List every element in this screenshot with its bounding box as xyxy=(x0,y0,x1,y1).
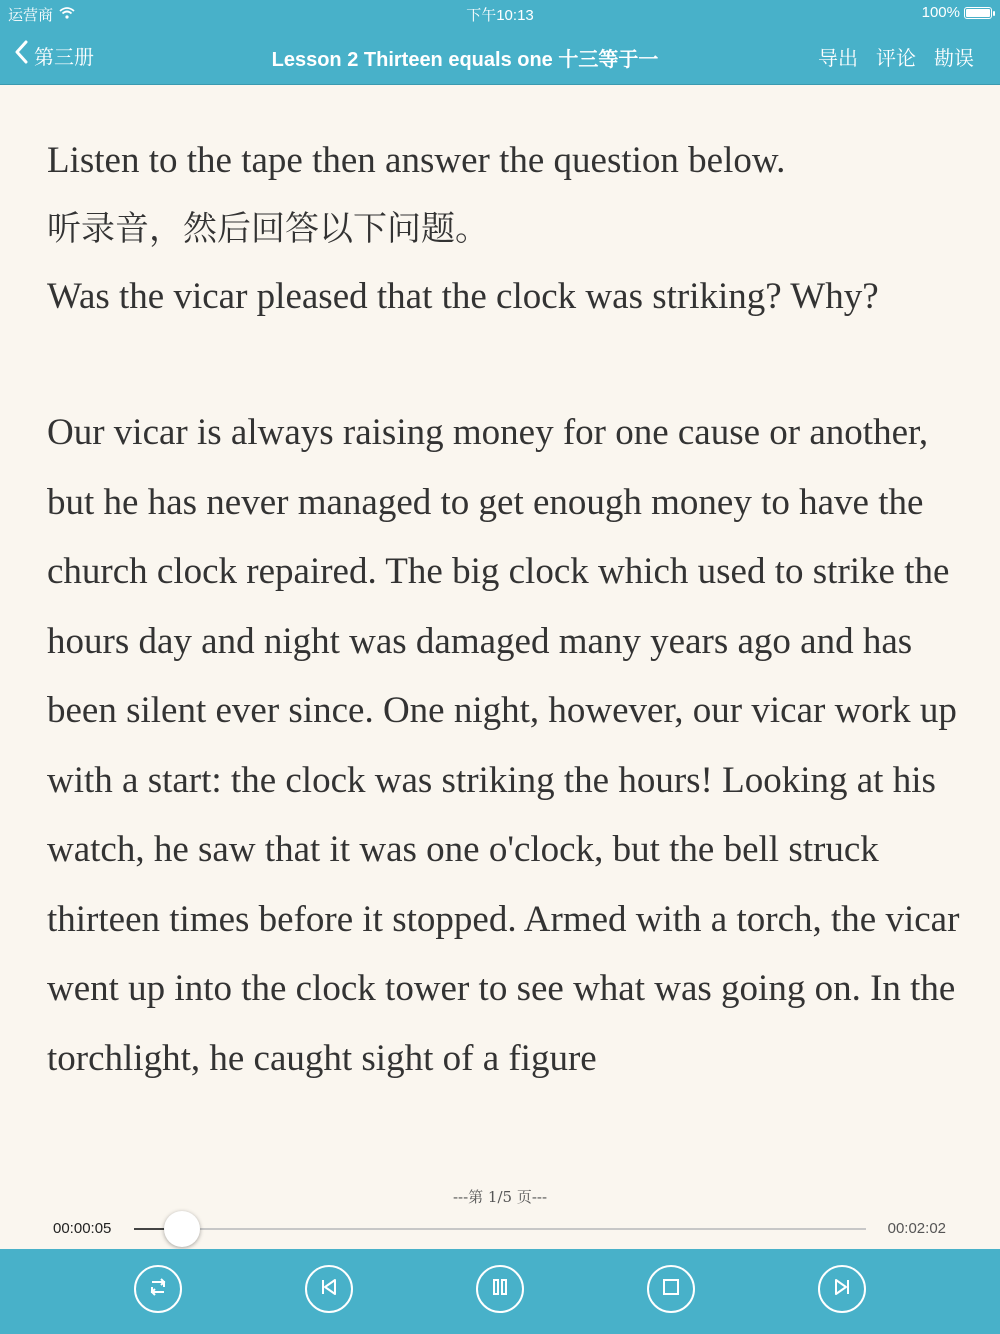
pause-button[interactable] xyxy=(476,1265,524,1313)
battery-percent: 100% xyxy=(921,4,960,21)
repeat-button[interactable] xyxy=(134,1265,182,1313)
stop-icon xyxy=(658,1274,684,1305)
pause-icon xyxy=(487,1274,513,1305)
errata-button[interactable]: 勘误 xyxy=(934,48,974,70)
status-right xyxy=(922,4,992,21)
progress-slider[interactable] xyxy=(134,1228,866,1230)
page-title: Lesson 2 Thirteen equals one 十三等于一 xyxy=(271,49,659,71)
page-indicator: ---第 1/5 页--- xyxy=(452,1188,548,1206)
next-button[interactable] xyxy=(818,1265,866,1313)
lesson-passage: Our vicar is always raising money for one cause or another, but he has never managed to get enough money to have the church clock repaired. The big clock which used to strike the hours day and night was damaged many years ago and has been silent ever since. One night, however, our vicar work up with a start: the clock was striking the hours! Looking at his watch, he saw that it was one o'clock, but the bell struck thirteen times before it stopped. Armed with a torch, the vicar went up into the clock tower to see what was going on. In the torchlight, he caught sight of a figure xyxy=(47,412,960,1079)
nav-bar xyxy=(0,28,1000,85)
chevron-left-icon xyxy=(14,40,28,70)
skip-forward-icon xyxy=(829,1274,855,1305)
previous-button[interactable] xyxy=(305,1265,353,1313)
total-time: 00:02:02 xyxy=(887,1220,946,1237)
back-label: 第三册 xyxy=(34,46,94,69)
stop-button[interactable] xyxy=(647,1265,695,1313)
battery-icon xyxy=(964,7,992,19)
status-bar xyxy=(0,0,1000,28)
progress-knob[interactable] xyxy=(164,1211,200,1247)
comprehension-question: Was the vicar pleased that the clock was striking? Why? xyxy=(47,276,879,317)
export-button[interactable]: 导出 xyxy=(818,48,858,70)
back-button[interactable] xyxy=(14,40,94,70)
playback-toolbar xyxy=(0,1249,1000,1334)
carrier-label: 运营商 xyxy=(8,7,54,24)
nav-actions xyxy=(818,42,974,71)
repeat-icon xyxy=(145,1274,171,1305)
reading-content xyxy=(47,128,977,1093)
current-time: 00:00:05 xyxy=(53,1220,112,1237)
skip-back-icon xyxy=(316,1274,342,1305)
comment-button[interactable]: 评论 xyxy=(876,48,916,70)
instruction-english: Listen to the tape then answer the question below. xyxy=(47,140,786,181)
instruction-chinese: 听录音，然后回答以下问题。 xyxy=(47,209,489,249)
status-time: 下午10:13 xyxy=(466,7,534,24)
